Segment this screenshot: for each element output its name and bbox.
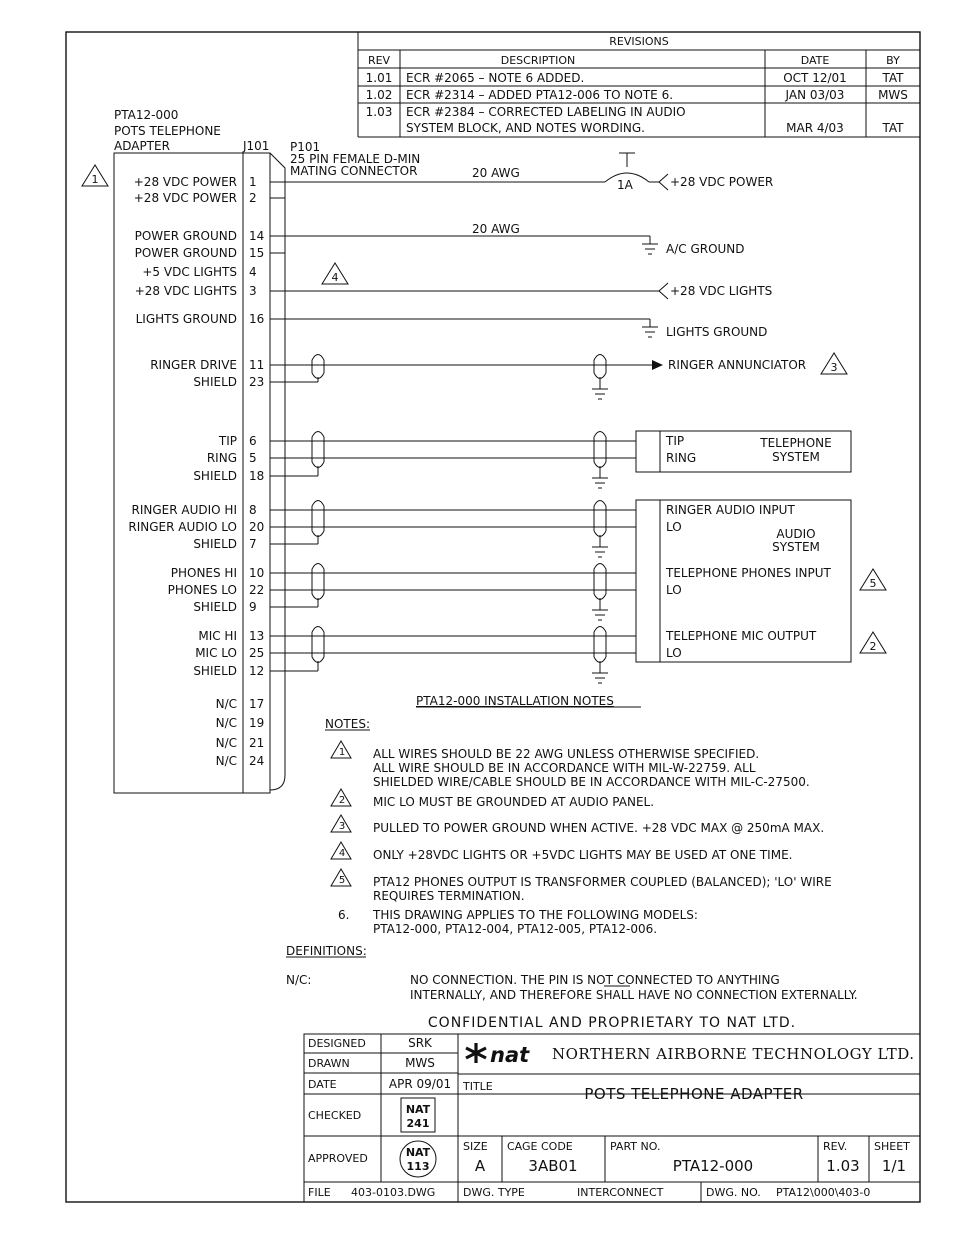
pin-signal-label: RING [206,451,237,465]
revision-row-desc: ECR #2384 – CORRECTED LABELING IN AUDIO [406,105,686,119]
definitions-label: DEFINITIONS: [286,944,367,958]
revision-row-by: TAT [882,121,904,135]
pin-signal-label: SHIELD [193,375,237,389]
note-text: ALL WIRES SHOULD BE 22 AWG UNLESS OTHERWISE SPECIFIED. [373,747,760,761]
pin-row [136,312,265,326]
pin-number: 3 [249,284,257,298]
revision-row-desc: ECR #2065 – NOTE 6 ADDED. [406,71,585,85]
pin-list [128,175,264,768]
pin-signal-label: LIGHTS GROUND [135,312,237,326]
note-text: PTA12-000, PTA12-004, PTA12-005, PTA12-006. [373,922,658,936]
cable-shield-icon [592,355,608,400]
pin-row [216,716,265,730]
pin-row [218,434,257,448]
svg-text:5: 5 [338,875,346,886]
note-text: ALL WIRE SHOULD BE IN ACCORDANCE WITH MIL-W-22759. ALL [373,761,756,775]
adapter-title-line: PTA12-000 [114,108,179,122]
notes-heading: PTA12-000 INSTALLATION NOTES [416,694,614,708]
revision-row-desc: SYSTEM BLOCK, AND NOTES WORDING. [406,121,645,135]
note-text: REQUIRES TERMINATION. [373,889,525,903]
definition-text: NO CONNECTION. THE PIN IS NOT CONNECTED TO ANYTHING [410,973,780,987]
note-flag-icon [331,869,351,886]
revision-row-rev: 1.03 [365,105,393,119]
pin-row [193,664,264,678]
cable-shield-icon [312,627,324,672]
adapter-title-line: POTS TELEPHONE [114,124,221,138]
cable-shield-icon [592,432,608,489]
adapter-block [114,108,420,793]
cable-shield-icon [592,564,608,621]
ring-label: RING [666,451,697,465]
cable-shield-icon [312,501,324,545]
pin-number: 4 [249,265,257,279]
audio-phones-input: TELEPHONE PHONES INPUT [666,566,831,580]
sheet-value: 1/1 [881,1157,907,1175]
audio-mic-output: TELEPHONE MIC OUTPUT [666,629,817,643]
svg-text:2: 2 [869,640,877,653]
note-flag-icon [331,815,351,832]
ground-destination: A/C GROUND [666,242,745,256]
pin-signal-label: PHONES LO [167,583,237,597]
pin-row [128,520,264,534]
note-flag-icon [821,353,847,374]
note-item [331,869,832,903]
revision-row-date: OCT 12/01 [783,71,847,85]
audio-ringer-lo: LO [666,520,682,534]
connector-arrow-icon [659,174,668,190]
revision-row-desc: ECR #2314 – ADDED PTA12-006 TO NOTE 6. [406,88,674,102]
installation-notes [325,694,641,731]
pin-signal-label: MIC LO [195,646,237,660]
note-text: SHIELDED WIRE/CABLE SHOULD BE IN ACCORDANCE WITH MIL-C-27500. [373,775,810,789]
notes-list [331,741,832,936]
pin-row [132,503,257,517]
svg-text:3: 3 [338,821,346,832]
note-flag-icon [860,569,886,590]
pin-signal-label: N/C [215,736,237,750]
pin-number: 6 [249,434,257,448]
pin-number: 18 [249,469,265,483]
part-no-value: PTA12-000 [672,1157,754,1175]
note-text: PULLED TO POWER GROUND WHEN ACTIVE. +28 VDC MAX @ 250mA MAX. [373,821,825,835]
revision-row-by: TAT [882,71,904,85]
audio-system-title: SYSTEM [772,540,820,554]
power-destination: +28 VDC POWER [670,175,774,189]
pin-number: 14 [249,229,265,243]
date-label: DATE [308,1078,337,1091]
pin-row [135,229,265,243]
pin-row [195,646,264,660]
pin-signal-label: RINGER AUDIO HI [131,503,237,517]
telephone-system-title: TELEPHONE [760,436,832,450]
plug-description: MATING CONNECTOR [290,164,418,178]
cable-shields [312,355,608,684]
confidential-notice: CONFIDENTIAL AND PROPRIETARY TO NAT LTD. [427,1015,797,1031]
pin-number: 20 [249,520,265,534]
audio-system-title: AUDIO [776,527,816,541]
breaker-rating: 1A [617,178,633,192]
nat-logo [466,1043,530,1067]
revision-row-date: MAR 4/03 [786,121,844,135]
approved-label: APPROVED [308,1152,368,1165]
svg-text:4: 4 [338,848,346,859]
cable-shield-icon [592,627,608,684]
pin-row [135,246,265,260]
awg-ground-label: 20 AWG [472,222,520,236]
pin-signal-label: SHIELD [193,537,237,551]
title-block [304,1015,920,1202]
pin-signal-label: +28 VDC LIGHTS [134,284,237,298]
pin-signal-label: SHIELD [193,600,237,614]
arrow-head-icon [652,360,663,370]
pin-row [207,451,257,465]
sheet-label: SHEET [874,1140,910,1153]
pin-signal-label: POWER GROUND [134,229,237,243]
pin-signal-label: +28 VDC POWER [133,191,237,205]
cable-shield-icon [312,355,324,383]
pin-number: 15 [249,246,265,260]
svg-text:NAT: NAT [405,1103,431,1116]
note-flag-icon [82,165,108,186]
svg-text:241: 241 [406,1117,430,1130]
pin-number: 9 [249,600,257,614]
revision-row-date: JAN 03/03 [785,88,845,102]
pin-signal-label: TIP [218,434,237,448]
svg-text:1: 1 [338,747,346,758]
pin-number: 21 [249,736,265,750]
definition-term: N/C: [286,973,312,987]
wiring [270,153,851,671]
rev-label: REV. [823,1140,848,1153]
svg-text:NAT: NAT [405,1146,431,1159]
cage-code-value: 3AB01 [528,1157,578,1175]
pin-signal-label: +28 VDC POWER [133,175,237,189]
cable-shield-icon [592,501,608,558]
revisions-table [358,32,920,137]
revisions-title: REVISIONS [609,35,669,48]
jack-label: J101 [243,139,270,153]
definition-text: INTERNALLY, AND THEREFORE SHALL HAVE NO CONNECTION EXTERNALLY. [410,988,858,1002]
title-label: TITLE [463,1080,493,1093]
audio-phones-lo: LO [666,583,682,597]
pin-signal-label: POWER GROUND [134,246,237,260]
pin-row [216,754,265,768]
designed-value: SRK [408,1036,432,1050]
svg-text:2: 2 [338,795,346,806]
note-flag-icon [331,842,351,859]
cable-shield-icon [312,564,324,608]
pin-signal-label: N/C [215,754,237,768]
pin-row [193,537,256,551]
ground-symbol-icon [642,236,658,254]
pin-signal-label: RINGER AUDIO LO [128,520,237,534]
notes-label: NOTES: [325,717,370,731]
note-item [331,842,792,862]
drawing-title: POTS TELEPHONE ADAPTER [584,1085,804,1103]
drawn-label: DRAWN [308,1057,350,1070]
adapter-title-line: ADAPTER [114,139,170,153]
connector-arrow-icon [659,283,668,299]
pin-number: 8 [249,503,257,517]
pin-signal-label: +5 VDC LIGHTS [142,265,237,279]
file-label: FILE [308,1186,331,1199]
pin-row [193,375,264,389]
pin-number: 17 [249,697,265,711]
lights-ground-destination: LIGHTS GROUND [666,325,768,339]
cage-code-label: CAGE CODE [507,1140,573,1153]
checked-stamp [401,1098,435,1132]
file-value: 403-0103.DWG [351,1186,436,1199]
date-value: APR 09/01 [388,1077,452,1091]
revision-row-rev: 1.01 [365,71,393,85]
drawn-value: MWS [405,1056,435,1070]
definitions [286,944,858,1002]
pin-signal-label: SHIELD [193,664,237,678]
note-flag-icon [331,789,351,806]
dwg-type-value: INTERCONNECT [577,1186,664,1199]
pin-row [216,697,265,711]
pin-number: 22 [249,583,265,597]
pin-row [150,358,264,372]
pin-number: 23 [249,375,265,389]
plug-label: P101 [290,140,321,154]
dwg-type-label: DWG. TYPE [463,1186,525,1199]
pin-signal-label: N/C [215,716,237,730]
note-flag-icon [322,263,348,284]
approved-stamp [400,1141,436,1177]
revision-row-by: MWS [878,88,908,102]
pin-row [142,265,256,279]
pin-row [168,583,265,597]
tip-label: TIP [666,434,685,448]
mating-connector-outline [270,153,285,790]
audio-mic-lo: LO [666,646,682,660]
note-text: PTA12 PHONES OUTPUT IS TRANSFORMER COUPLED (BALANCED); 'LO' WIRE [373,875,832,889]
pin-signal-label: N/C [215,697,237,711]
pin-number: 25 [249,646,265,660]
pin-number: 10 [249,566,265,580]
cable-shield-icon [312,432,324,477]
rev-value: 1.03 [826,1157,860,1175]
pin-signal-label: RINGER DRIVE [150,358,237,372]
pin-signal-label: SHIELD [193,469,237,483]
dwg-no-value: PTA12\000\403-0 [776,1186,871,1199]
telephone-system-title: SYSTEM [772,450,820,464]
pin-row [216,736,265,750]
pin-signal-label: PHONES HI [170,566,237,580]
svg-text:113: 113 [406,1160,430,1173]
company-name: NORTHERN AIRBORNE TECHNOLOGY LTD. [552,1045,915,1063]
lights-destination: +28 VDC LIGHTS [670,284,773,298]
size-value: A [474,1157,486,1175]
pin-row [134,175,257,189]
rev-col-header: REV [367,54,391,67]
audio-ringer-input: RINGER AUDIO INPUT [666,503,795,517]
note-text: MIC LO MUST BE GROUNDED AT AUDIO PANEL. [373,795,655,809]
svg-text:5: 5 [869,577,877,590]
description-col-header: DESCRIPTION [500,54,576,67]
pin-number: 5 [249,451,257,465]
note-flag-icon [860,632,886,653]
pin-number: 2 [249,191,257,205]
part-no-label: PART NO. [610,1140,661,1153]
pin-number: 11 [249,358,265,372]
ringer-destination: RINGER ANNUNCIATOR [668,358,807,372]
pin-number: 13 [249,629,265,643]
pin-number: 12 [249,664,265,678]
awg-power-label: 20 AWG [472,166,520,180]
pin-row [135,284,257,298]
note-text: ONLY +28VDC LIGHTS OR +5VDC LIGHTS MAY BE USED AT ONE TIME. [373,848,793,862]
pin-number: 19 [249,716,265,730]
plug-description: 25 PIN FEMALE D-MIN [290,152,421,166]
note-flag-icon [331,741,351,758]
dwg-no-label: DWG. NO. [706,1186,761,1199]
designed-label: DESIGNED [308,1037,366,1050]
checked-label: CHECKED [308,1109,362,1122]
pin-row [134,191,257,205]
pin-row [198,629,264,643]
svg-text:3: 3 [830,361,838,374]
note-item [338,908,698,936]
pin-number: 16 [249,312,265,326]
svg-text:4: 4 [331,271,339,284]
svg-text:1: 1 [91,173,99,186]
by-col-header: BY [886,54,900,67]
pin-number: 7 [249,537,257,551]
date-col-header: DATE [800,54,830,67]
revision-row-rev: 1.02 [365,88,393,102]
note-text: THIS DRAWING APPLIES TO THE FOLLOWING MODELS: [373,908,698,922]
logo-wordmark: nat [490,1043,530,1067]
note-item [331,741,810,789]
pin-row [171,566,265,580]
note-item [331,815,824,835]
asterisk-logo-icon [466,1043,486,1063]
size-label: SIZE [463,1140,488,1153]
pin-number: 1 [249,175,257,189]
pin-signal-label: MIC HI [198,629,237,643]
pin-row [193,600,256,614]
note-item [331,789,654,809]
pin-row [193,469,264,483]
note-number: 6. [338,908,350,922]
ground-symbol-icon [642,319,658,337]
pin-number: 24 [249,754,265,768]
